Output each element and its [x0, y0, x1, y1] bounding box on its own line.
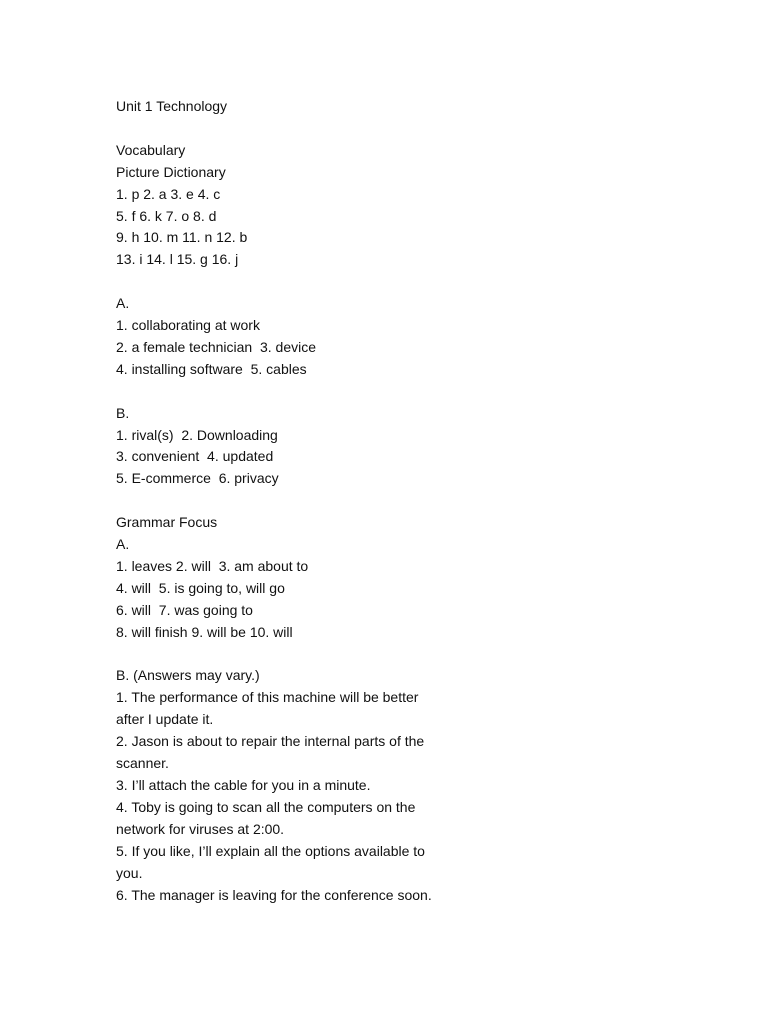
answer-line: 1. collaborating at work	[116, 317, 260, 334]
answer-sentence: 1. The performance of this machine will be better after I update it.	[116, 689, 419, 728]
answer-line: 8. will finish 9. will be 10. will	[116, 623, 293, 640]
vocabulary-heading: Vocabulary	[116, 141, 186, 158]
section-heading: B. (Answers may vary.)	[116, 667, 260, 684]
answer-line: 4. installing software 5. cables	[116, 360, 307, 377]
answer-sentence: 3. I’ll attach the cable for you in a minute.	[116, 777, 371, 794]
answer-sentence: 6. The manager is leaving for the conference soon.	[116, 886, 432, 903]
answer-sentence: 5. If you like, I’ll explain all the options available to you.	[116, 842, 425, 881]
spacer	[116, 381, 436, 403]
spacer	[116, 118, 436, 140]
answer-line: 5. f 6. k 7. o 8. d	[116, 207, 217, 224]
answer-line: 1. rival(s) 2. Downloading	[116, 426, 278, 443]
answer-line: 2. a female technician 3. device	[116, 338, 317, 355]
spacer	[116, 271, 436, 293]
answer-line: 13. i 14. l 15. g 16. j	[116, 251, 239, 268]
section-heading: A.	[116, 295, 130, 312]
answer-line: 1. p 2. a 3. e 4. c	[116, 185, 221, 202]
spacer	[116, 644, 436, 666]
section-heading: B.	[116, 404, 130, 421]
picture-dictionary-heading: Picture Dictionary	[116, 163, 226, 180]
document-page	[116, 96, 436, 906]
answer-sentence: 4. Toby is going to scan all the computers on the network for viruses at 2:00.	[116, 798, 416, 837]
spacer	[116, 490, 436, 512]
answer-line: 3. convenient 4. updated	[116, 448, 274, 465]
answer-line: 1. leaves 2. will 3. am about to	[116, 557, 309, 574]
page-title: Unit 1 Technology	[116, 98, 228, 114]
answer-sentence: 2. Jason is about to repair the internal parts of the scanner.	[116, 733, 425, 772]
answer-line: 4. will 5. is going to, will go	[116, 579, 285, 596]
section-heading: A.	[116, 536, 130, 553]
grammar-focus-heading: Grammar Focus	[116, 514, 218, 531]
answer-line: 5. E-commerce 6. privacy	[116, 470, 279, 487]
answer-line: 6. will 7. was going to	[116, 601, 253, 618]
answer-line: 9. h 10. m 11. n 12. b	[116, 229, 248, 246]
